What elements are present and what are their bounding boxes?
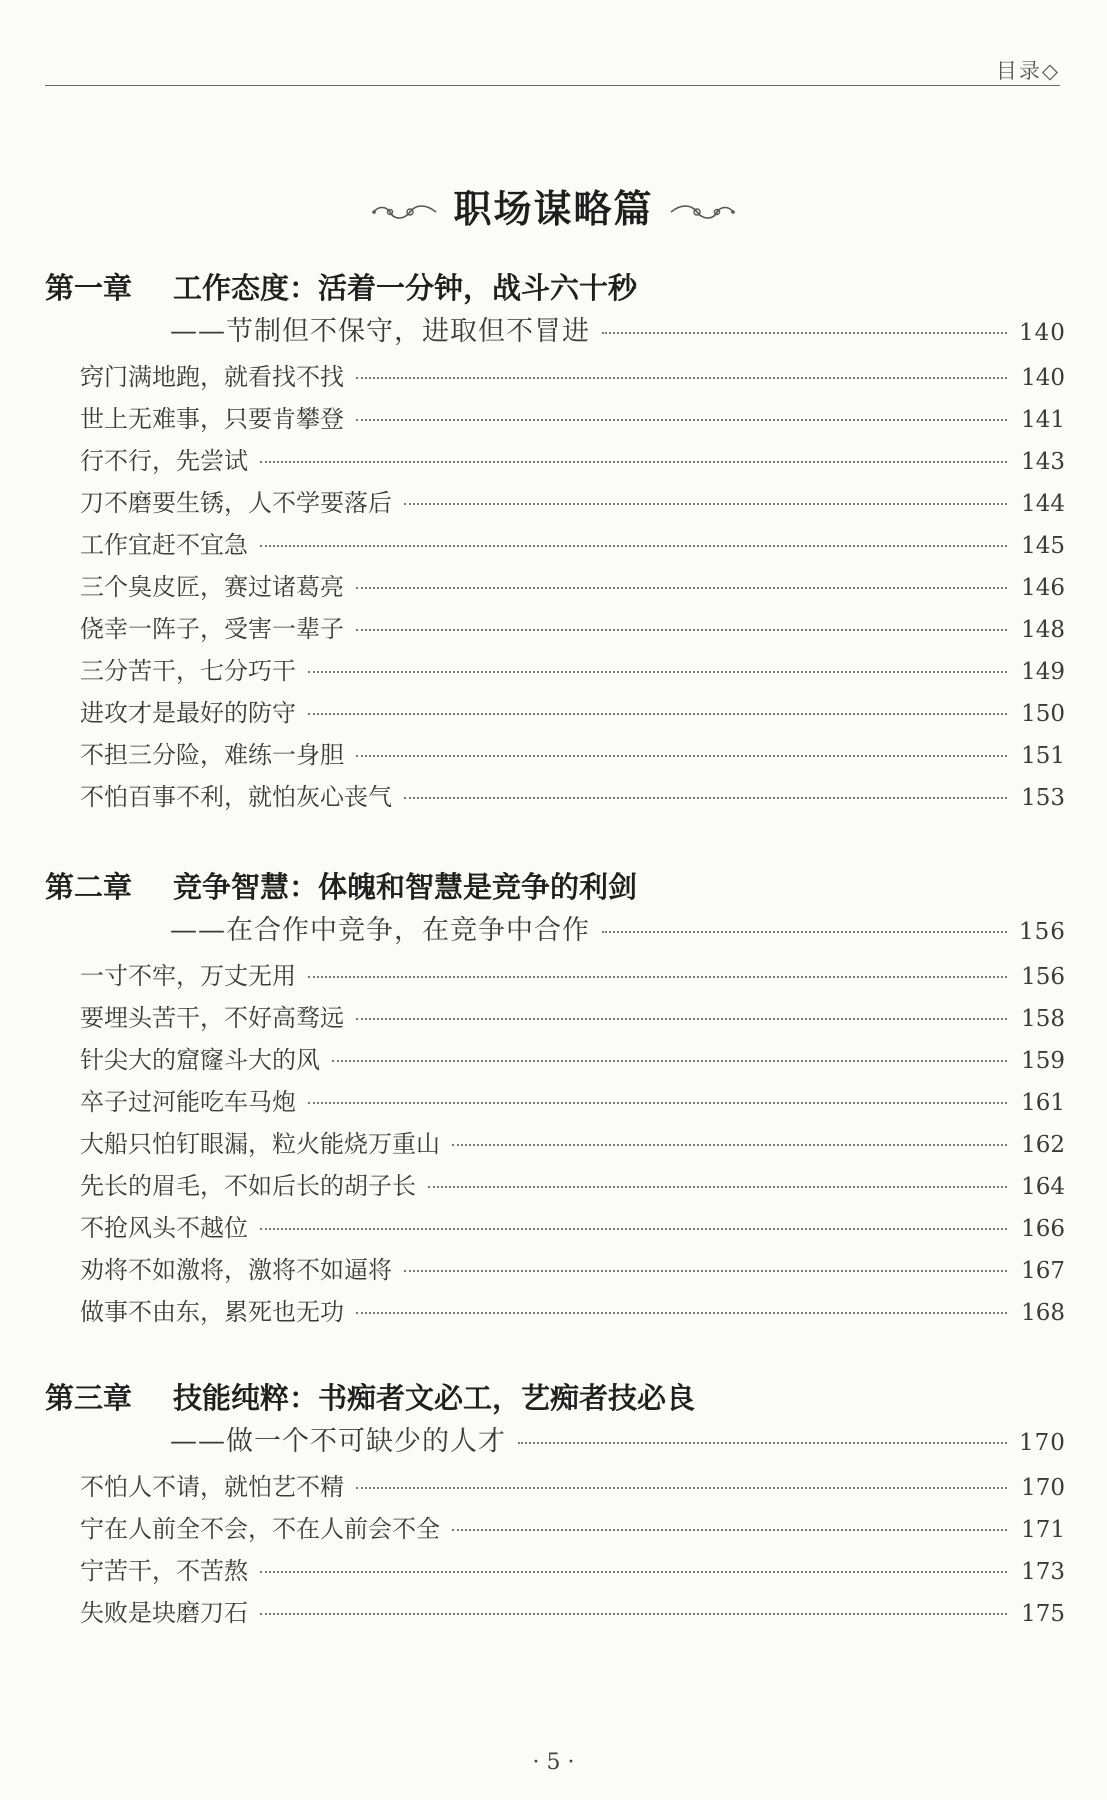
running-head-text: 目录◇ bbox=[995, 59, 1060, 83]
leader-dots bbox=[332, 1060, 1007, 1062]
toc-entry[interactable] bbox=[45, 1165, 1065, 1207]
chapter-subtitle: ——做一个不可缺少的人才 bbox=[170, 1426, 506, 1457]
chapter-title: 技能纯粹：书痴者文必工，艺痴者技必良 bbox=[173, 1381, 696, 1415]
entry-title: 窍门满地跑，就看找不找 bbox=[80, 363, 344, 391]
page-number: 171 bbox=[1021, 1517, 1065, 1543]
section-title: 职场谋略篇 bbox=[453, 187, 654, 231]
page-number: 158 bbox=[1021, 1006, 1065, 1032]
leader-dots bbox=[428, 1186, 1007, 1188]
entry-title: 失败是块磨刀石 bbox=[80, 1599, 248, 1627]
toc-entry[interactable] bbox=[45, 608, 1065, 650]
toc-entry[interactable] bbox=[45, 482, 1065, 524]
toc-entry[interactable] bbox=[45, 398, 1065, 440]
entry-title: 要埋头苦干，不好高骛远 bbox=[80, 1004, 344, 1032]
page-number: 156 bbox=[1019, 919, 1066, 945]
chapter-subtitle-row[interactable] bbox=[45, 1418, 1065, 1466]
entry-title: 不担三分险，难练一身胆 bbox=[80, 741, 344, 769]
page-number: 161 bbox=[1021, 1090, 1065, 1116]
toc-entry[interactable] bbox=[45, 524, 1065, 566]
page-number: 170 bbox=[1021, 1475, 1065, 1501]
page-number: 145 bbox=[1021, 533, 1065, 559]
page-number: 162 bbox=[1021, 1132, 1065, 1158]
chapter-subtitle: ——在合作中竞争，在竞争中合作 bbox=[170, 915, 590, 946]
toc-entry[interactable] bbox=[45, 1039, 1065, 1081]
leader-dots bbox=[356, 1487, 1007, 1489]
entry-title: 行不行，先尝试 bbox=[80, 447, 248, 475]
page-number: 146 bbox=[1021, 575, 1065, 601]
entry-title: 进攻才是最好的防守 bbox=[80, 699, 296, 727]
entry-title: 不抢风头不越位 bbox=[80, 1214, 248, 1242]
toc-entry[interactable] bbox=[45, 734, 1065, 776]
toc-entry[interactable] bbox=[45, 356, 1065, 398]
page-number: 175 bbox=[1021, 1601, 1065, 1627]
chapter-heading bbox=[45, 1378, 1065, 1418]
leader-dots bbox=[308, 1102, 1007, 1104]
chapter-3 bbox=[45, 1378, 1065, 1634]
entry-title: 侥幸一阵子，受害一辈子 bbox=[80, 615, 344, 643]
chapter-subtitle-row[interactable] bbox=[45, 907, 1065, 955]
right-flourish-icon bbox=[669, 200, 737, 224]
chapter-heading bbox=[45, 268, 1065, 308]
leader-dots bbox=[308, 713, 1007, 715]
leader-dots bbox=[356, 419, 1007, 421]
page-number: 148 bbox=[1021, 617, 1065, 643]
toc-entry[interactable] bbox=[45, 1508, 1065, 1550]
page-number: 141 bbox=[1021, 407, 1065, 433]
page-number: 140 bbox=[1021, 365, 1065, 391]
chapter-subtitle: ——节制但不保守，进取但不冒进 bbox=[170, 316, 590, 347]
entry-title: 宁在人前全不会，不在人前会不全 bbox=[80, 1515, 440, 1543]
chapter-title: 竞争智慧：体魄和智慧是竞争的利剑 bbox=[173, 870, 638, 904]
toc-entry[interactable] bbox=[45, 650, 1065, 692]
page-number: 164 bbox=[1021, 1174, 1065, 1200]
chapter-title: 工作态度：活着一分钟，战斗六十秒 bbox=[173, 271, 638, 305]
leader-dots bbox=[452, 1529, 1007, 1531]
page-number: 144 bbox=[1021, 491, 1065, 517]
left-flourish-icon bbox=[370, 200, 438, 224]
leader-dots bbox=[356, 1312, 1007, 1314]
leader-dots bbox=[260, 1571, 1007, 1573]
entry-title: 先长的眉毛，不如后长的胡子长 bbox=[80, 1172, 416, 1200]
leader-dots bbox=[308, 671, 1007, 673]
leader-dots bbox=[452, 1144, 1007, 1146]
toc-entry[interactable] bbox=[45, 566, 1065, 608]
section-title-block bbox=[0, 178, 1107, 233]
leader-dots bbox=[602, 332, 1007, 334]
page-number: 168 bbox=[1021, 1300, 1065, 1326]
chapter-number: 第三章 bbox=[45, 1381, 133, 1415]
entry-title: 宁苦干，不苦熬 bbox=[80, 1557, 248, 1585]
chapter-1 bbox=[45, 268, 1065, 818]
toc-entry[interactable] bbox=[45, 776, 1065, 818]
toc-entry[interactable] bbox=[45, 1081, 1065, 1123]
entry-title: 卒子过河能吃车马炮 bbox=[80, 1088, 296, 1116]
entry-title: 劝将不如激将，激将不如逼将 bbox=[80, 1256, 392, 1284]
entry-title: 三个臭皮匠，赛过诸葛亮 bbox=[80, 573, 344, 601]
chapter-number: 第一章 bbox=[45, 271, 133, 305]
leader-dots bbox=[356, 377, 1007, 379]
entry-title: 针尖大的窟窿斗大的风 bbox=[80, 1046, 320, 1074]
entry-title: 大船只怕钉眼漏，粒火能烧万重山 bbox=[80, 1130, 440, 1158]
running-head bbox=[45, 55, 1060, 86]
chapter-2 bbox=[45, 867, 1065, 1333]
toc-entry[interactable] bbox=[45, 1291, 1065, 1333]
page-number: 151 bbox=[1021, 743, 1065, 769]
entry-title: 世上无难事，只要肯攀登 bbox=[80, 405, 344, 433]
page-number: 140 bbox=[1019, 320, 1066, 346]
page-number: 173 bbox=[1021, 1559, 1065, 1585]
leader-dots bbox=[518, 1442, 1007, 1444]
entry-title: 做事不由东，累死也无功 bbox=[80, 1298, 344, 1326]
page-number: 143 bbox=[1021, 449, 1065, 475]
toc-entry[interactable] bbox=[45, 955, 1065, 997]
toc-entry[interactable] bbox=[45, 1466, 1065, 1508]
toc-entry[interactable] bbox=[45, 692, 1065, 734]
leader-dots bbox=[404, 503, 1007, 505]
page-number: 167 bbox=[1021, 1258, 1065, 1284]
leader-dots bbox=[260, 545, 1007, 547]
toc-entry[interactable] bbox=[45, 1249, 1065, 1291]
leader-dots bbox=[356, 629, 1007, 631]
entry-title: 一寸不牢，万丈无用 bbox=[80, 962, 296, 990]
leader-dots bbox=[404, 1270, 1007, 1272]
leader-dots bbox=[260, 1228, 1007, 1230]
page-number: 150 bbox=[1021, 701, 1065, 727]
chapter-number: 第二章 bbox=[45, 870, 133, 904]
entry-title: 不怕人不请，就怕艺不精 bbox=[80, 1473, 344, 1501]
page-number: 149 bbox=[1021, 659, 1065, 685]
chapter-subtitle-row[interactable] bbox=[45, 308, 1065, 356]
leader-dots bbox=[356, 1018, 1007, 1020]
leader-dots bbox=[260, 461, 1007, 463]
entry-title: 工作宜赶不宜急 bbox=[80, 531, 248, 559]
page-number: 153 bbox=[1021, 785, 1065, 811]
leader-dots bbox=[308, 976, 1007, 978]
page-number: 159 bbox=[1021, 1048, 1065, 1074]
page-number: 156 bbox=[1021, 964, 1065, 990]
page-number: 170 bbox=[1019, 1430, 1066, 1456]
toc-entry[interactable] bbox=[45, 1550, 1065, 1592]
entry-title: 不怕百事不利，就怕灰心丧气 bbox=[80, 783, 392, 811]
entry-title: 刀不磨要生锈，人不学要落后 bbox=[80, 489, 392, 517]
leader-dots bbox=[260, 1613, 1007, 1615]
chapter-heading bbox=[45, 867, 1065, 907]
page-folio: · 5 · bbox=[532, 1750, 575, 1775]
toc-entry[interactable] bbox=[45, 1207, 1065, 1249]
toc-entry[interactable] bbox=[45, 1123, 1065, 1165]
leader-dots bbox=[356, 755, 1007, 757]
page-number: 166 bbox=[1021, 1216, 1065, 1242]
leader-dots bbox=[356, 587, 1007, 589]
entry-title: 三分苦干，七分巧干 bbox=[80, 657, 296, 685]
toc-entry[interactable] bbox=[45, 440, 1065, 482]
toc-entry[interactable] bbox=[45, 997, 1065, 1039]
toc-entry[interactable] bbox=[45, 1592, 1065, 1634]
leader-dots bbox=[602, 931, 1007, 933]
leader-dots bbox=[404, 797, 1007, 799]
